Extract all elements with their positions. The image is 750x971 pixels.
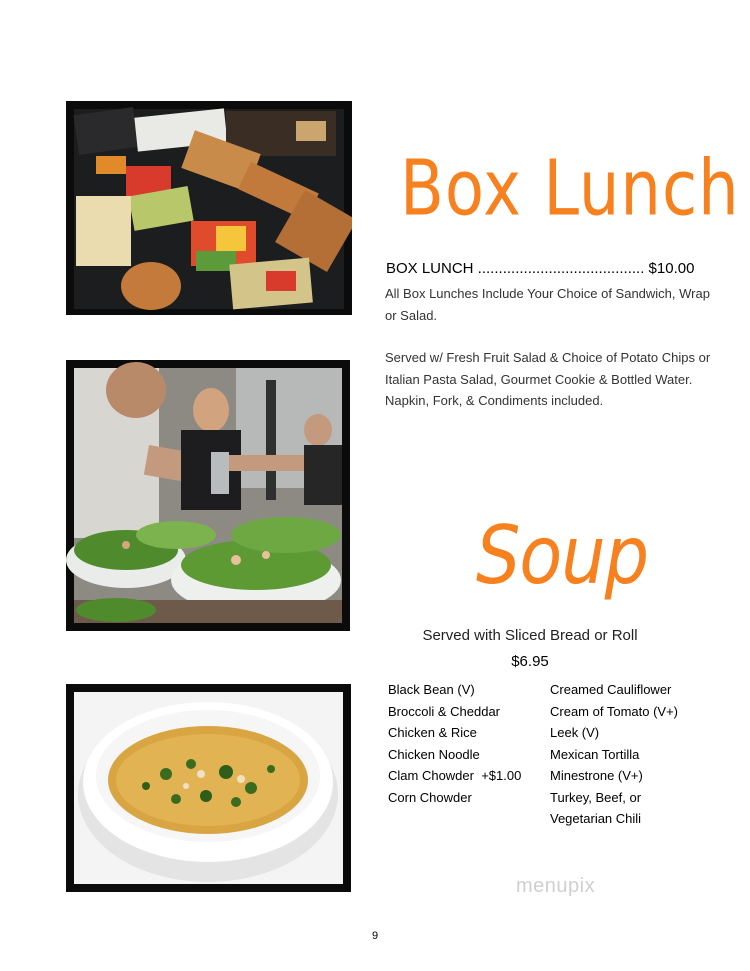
box-lunch-price-line: BOX LUNCH ........................................ $10.00 [386, 260, 695, 277]
soup-subtitle: Served with Sliced Bread or Roll [422, 627, 638, 644]
soup-item: Vegetarian Chili [550, 811, 642, 826]
soup-item: Turkey, Beef, or [550, 789, 642, 805]
soup-title: Soup [476, 508, 649, 603]
soup-item: Clam Chowder +$1.00 [388, 768, 522, 783]
soup-item: Chicken & Rice [388, 725, 477, 740]
soup-item: Chicken Noodle [388, 746, 480, 762]
soup-item: Cream of Tomato (V+) [550, 703, 679, 719]
catering-staff-photo [66, 360, 350, 631]
soup-item: Corn Chowder [388, 789, 472, 805]
box-lunch-title: Box Lunch [400, 145, 740, 234]
box-lunch-sides-description: Served w/ Fresh Fruit Salad & Choice of Potato Chips or Italian Pasta Salad, Gourmet Cookie & Bottled Water. Napkin, Fork, & Condiments included. [385, 350, 711, 408]
soup-item: Creamed Cauliflower [550, 682, 672, 697]
soup-price: $6.95 [511, 653, 549, 670]
soup-list-right [550, 679, 678, 830]
box-lunch-description: All Box Lunches Include Your Choice of Sandwich, Wrap or Salad. [385, 286, 710, 323]
soup-item: Mexican Tortilla [550, 746, 640, 762]
box-lunch-photo [66, 101, 352, 315]
menupix-watermark: menupix [516, 875, 596, 897]
soup-item: Leek (V) [550, 725, 600, 740]
soup-item: Minestrone (V+) [550, 768, 643, 783]
soup-bowl-photo [66, 684, 351, 892]
soup-item: Black Bean (V) [388, 682, 475, 697]
page-number: 9 [371, 930, 379, 942]
soup-list-left [388, 679, 521, 808]
soup-item: Broccoli & Cheddar [388, 703, 500, 719]
